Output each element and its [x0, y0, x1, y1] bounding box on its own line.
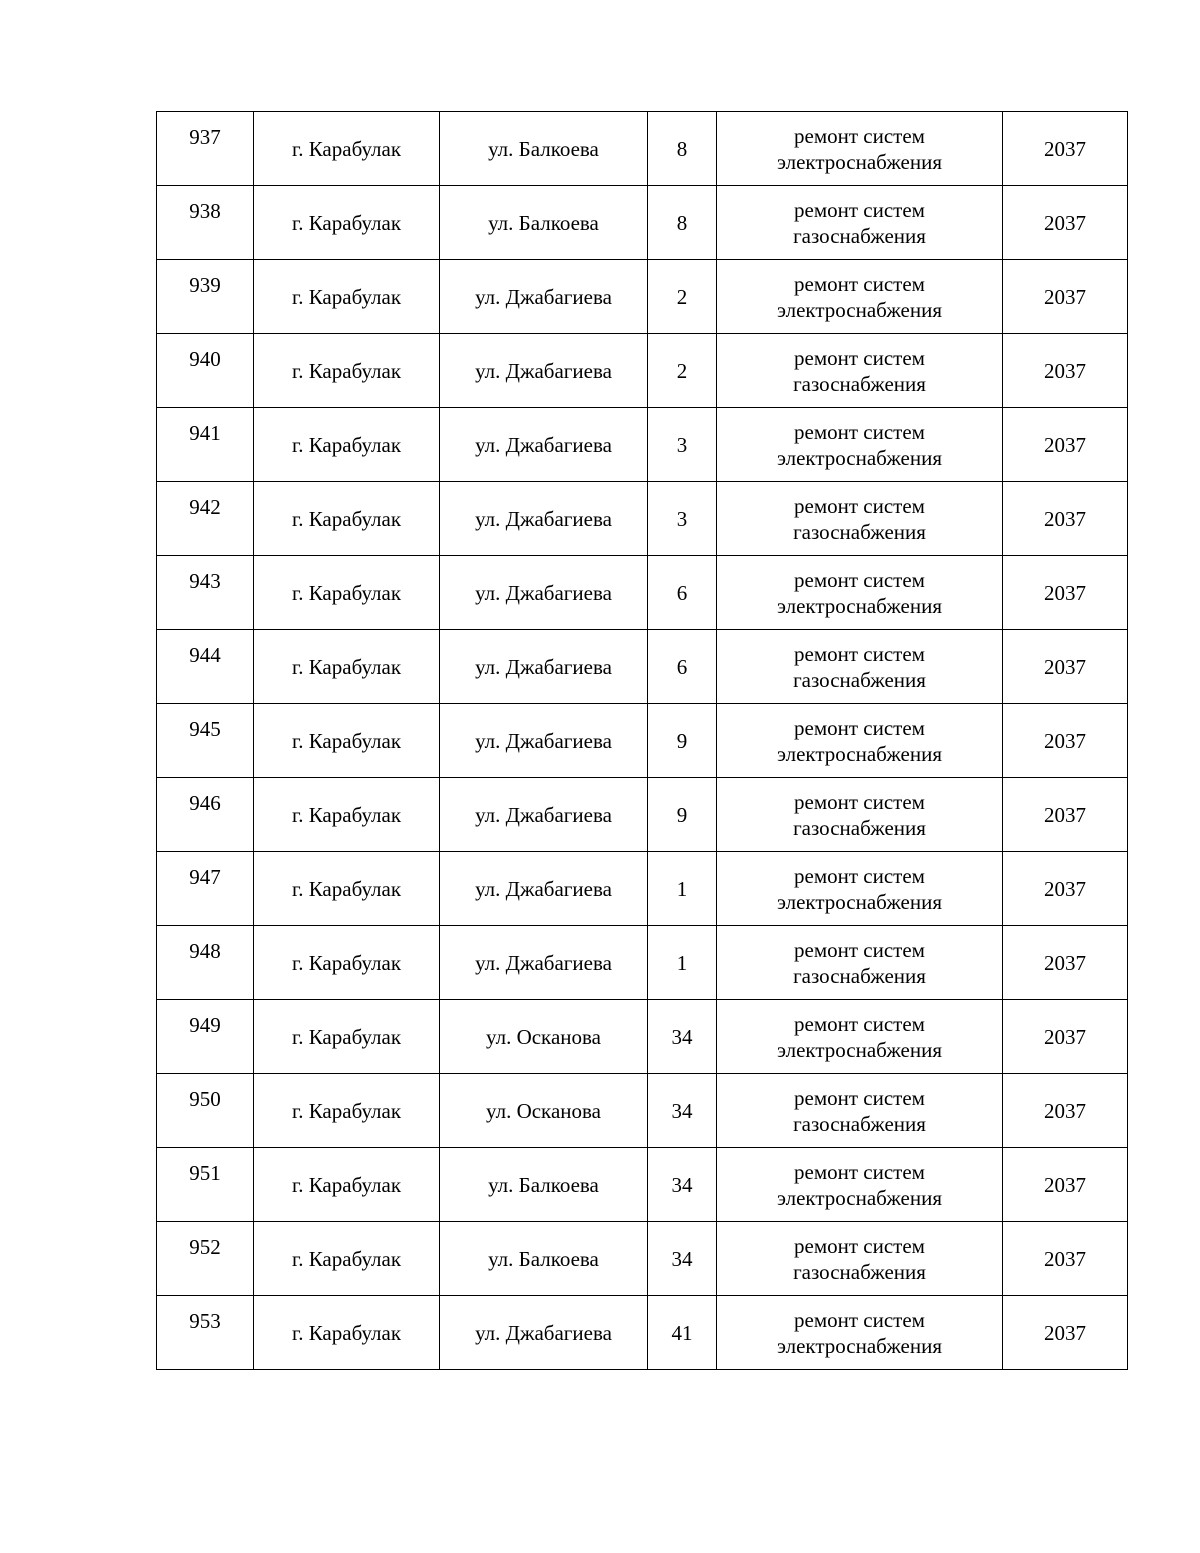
city-cell: г. Карабулак [254, 482, 440, 556]
work-type-line-2: электроснабжения [776, 297, 943, 322]
work-type-line-2: электроснабжения [776, 1037, 943, 1062]
table-body [157, 112, 1128, 1370]
year-cell: 2037 [1003, 112, 1128, 186]
year-cell: 2037 [1003, 1222, 1128, 1296]
row-number-cell: 939 [157, 260, 254, 334]
row-number-cell: 942 [157, 482, 254, 556]
work-type-line-1: ремонт систем [794, 1011, 925, 1036]
work-type-line-2: газоснабжения [793, 371, 926, 396]
work-type-line-1: ремонт систем [794, 1307, 925, 1332]
street-cell: ул. Джабагиева [440, 482, 648, 556]
street-cell: ул. Джабагиева [440, 260, 648, 334]
year-cell: 2037 [1003, 408, 1128, 482]
street-cell: ул. Осканова [440, 1074, 648, 1148]
year-cell: 2037 [1003, 1148, 1128, 1222]
street-cell: ул. Джабагиева [440, 1296, 648, 1370]
house-number-cell: 9 [648, 704, 717, 778]
house-number-cell: 2 [648, 334, 717, 408]
table-row [157, 334, 1128, 408]
row-number-cell: 937 [157, 112, 254, 186]
street-cell: ул. Джабагиева [440, 630, 648, 704]
row-number-cell: 948 [157, 926, 254, 1000]
work-type-line-1: ремонт систем [794, 567, 925, 592]
city-cell: г. Карабулак [254, 1296, 440, 1370]
work-type-cell [717, 408, 1003, 482]
work-type-line-1: ремонт систем [794, 271, 925, 296]
work-type-cell [717, 482, 1003, 556]
work-type-cell [717, 1148, 1003, 1222]
work-type-line-1: ремонт систем [794, 493, 925, 518]
work-type-line-2: газоснабжения [793, 667, 926, 692]
house-number-cell: 2 [648, 260, 717, 334]
house-number-cell: 1 [648, 926, 717, 1000]
house-number-cell: 3 [648, 408, 717, 482]
year-cell: 2037 [1003, 630, 1128, 704]
table-row [157, 1000, 1128, 1074]
street-cell: ул. Джабагиева [440, 408, 648, 482]
row-number-cell: 940 [157, 334, 254, 408]
year-cell: 2037 [1003, 334, 1128, 408]
street-cell: ул. Осканова [440, 1000, 648, 1074]
street-cell: ул. Джабагиева [440, 778, 648, 852]
street-cell: ул. Джабагиева [440, 556, 648, 630]
work-type-line-1: ремонт систем [794, 345, 925, 370]
table-row [157, 1296, 1128, 1370]
work-type-line-2: газоснабжения [793, 815, 926, 840]
work-type-cell [717, 852, 1003, 926]
work-type-line-1: ремонт систем [794, 197, 925, 222]
work-type-line-2: электроснабжения [776, 889, 943, 914]
house-number-cell: 34 [648, 1000, 717, 1074]
table-row [157, 852, 1128, 926]
table-row [157, 1148, 1128, 1222]
city-cell: г. Карабулак [254, 1074, 440, 1148]
house-number-cell: 9 [648, 778, 717, 852]
street-cell: ул. Джабагиева [440, 704, 648, 778]
work-type-line-1: ремонт систем [794, 1233, 925, 1258]
house-number-cell: 34 [648, 1222, 717, 1296]
city-cell: г. Карабулак [254, 704, 440, 778]
year-cell: 2037 [1003, 704, 1128, 778]
street-cell: ул. Джабагиева [440, 334, 648, 408]
city-cell: г. Карабулак [254, 1148, 440, 1222]
work-type-line-1: ремонт систем [794, 1085, 925, 1110]
work-type-cell [717, 1222, 1003, 1296]
work-type-line-2: электроснабжения [776, 1185, 943, 1210]
work-type-line-1: ремонт систем [794, 937, 925, 962]
row-number-cell: 946 [157, 778, 254, 852]
table-row [157, 408, 1128, 482]
repair-schedule-table [156, 111, 1128, 1370]
work-type-line-1: ремонт систем [794, 1159, 925, 1184]
street-cell: ул. Балкоева [440, 112, 648, 186]
city-cell: г. Карабулак [254, 334, 440, 408]
table-row [157, 556, 1128, 630]
table-row [157, 778, 1128, 852]
table-row [157, 186, 1128, 260]
city-cell: г. Карабулак [254, 1222, 440, 1296]
row-number-cell: 943 [157, 556, 254, 630]
year-cell: 2037 [1003, 186, 1128, 260]
street-cell: ул. Балкоева [440, 1148, 648, 1222]
row-number-cell: 938 [157, 186, 254, 260]
city-cell: г. Карабулак [254, 186, 440, 260]
table-row [157, 630, 1128, 704]
work-type-cell [717, 704, 1003, 778]
table-row [157, 704, 1128, 778]
year-cell: 2037 [1003, 556, 1128, 630]
street-cell: ул. Балкоева [440, 1222, 648, 1296]
house-number-cell: 3 [648, 482, 717, 556]
year-cell: 2037 [1003, 1296, 1128, 1370]
year-cell: 2037 [1003, 778, 1128, 852]
year-cell: 2037 [1003, 260, 1128, 334]
house-number-cell: 8 [648, 186, 717, 260]
work-type-line-2: газоснабжения [793, 1259, 926, 1284]
city-cell: г. Карабулак [254, 112, 440, 186]
work-type-cell [717, 1000, 1003, 1074]
row-number-cell: 950 [157, 1074, 254, 1148]
work-type-line-2: электроснабжения [776, 445, 943, 470]
city-cell: г. Карабулак [254, 260, 440, 334]
table-row [157, 260, 1128, 334]
work-type-cell [717, 778, 1003, 852]
row-number-cell: 951 [157, 1148, 254, 1222]
work-type-line-1: ремонт систем [794, 863, 925, 888]
work-type-line-2: газоснабжения [793, 1111, 926, 1136]
work-type-cell [717, 260, 1003, 334]
work-type-cell [717, 556, 1003, 630]
row-number-cell: 953 [157, 1296, 254, 1370]
work-type-cell [717, 630, 1003, 704]
row-number-cell: 952 [157, 1222, 254, 1296]
city-cell: г. Карабулак [254, 408, 440, 482]
work-type-line-1: ремонт систем [794, 715, 925, 740]
work-type-line-2: электроснабжения [776, 593, 943, 618]
work-type-line-2: электроснабжения [776, 1333, 943, 1358]
work-type-line-2: газоснабжения [793, 963, 926, 988]
work-type-cell [717, 1296, 1003, 1370]
city-cell: г. Карабулак [254, 778, 440, 852]
year-cell: 2037 [1003, 1000, 1128, 1074]
city-cell: г. Карабулак [254, 926, 440, 1000]
work-type-line-2: электроснабжения [776, 149, 943, 174]
work-type-line-1: ремонт систем [794, 789, 925, 814]
work-type-line-2: электроснабжения [776, 741, 943, 766]
work-type-cell [717, 334, 1003, 408]
house-number-cell: 6 [648, 630, 717, 704]
street-cell: ул. Балкоева [440, 186, 648, 260]
house-number-cell: 34 [648, 1074, 717, 1148]
city-cell: г. Карабулак [254, 630, 440, 704]
city-cell: г. Карабулак [254, 556, 440, 630]
work-type-cell [717, 186, 1003, 260]
house-number-cell: 6 [648, 556, 717, 630]
city-cell: г. Карабулак [254, 852, 440, 926]
row-number-cell: 941 [157, 408, 254, 482]
house-number-cell: 8 [648, 112, 717, 186]
work-type-line-1: ремонт систем [794, 419, 925, 444]
work-type-cell [717, 112, 1003, 186]
work-type-cell [717, 1074, 1003, 1148]
year-cell: 2037 [1003, 852, 1128, 926]
row-number-cell: 947 [157, 852, 254, 926]
work-type-line-1: ремонт систем [794, 123, 925, 148]
row-number-cell: 945 [157, 704, 254, 778]
work-type-line-2: газоснабжения [793, 223, 926, 248]
table-row [157, 1074, 1128, 1148]
work-type-line-2: газоснабжения [793, 519, 926, 544]
house-number-cell: 34 [648, 1148, 717, 1222]
table-row [157, 112, 1128, 186]
work-type-cell [717, 926, 1003, 1000]
year-cell: 2037 [1003, 1074, 1128, 1148]
work-type-line-1: ремонт систем [794, 641, 925, 666]
city-cell: г. Карабулак [254, 1000, 440, 1074]
row-number-cell: 949 [157, 1000, 254, 1074]
year-cell: 2037 [1003, 926, 1128, 1000]
house-number-cell: 1 [648, 852, 717, 926]
table-row [157, 482, 1128, 556]
row-number-cell: 944 [157, 630, 254, 704]
street-cell: ул. Джабагиева [440, 926, 648, 1000]
house-number-cell: 41 [648, 1296, 717, 1370]
table-row [157, 926, 1128, 1000]
street-cell: ул. Джабагиева [440, 852, 648, 926]
table-row [157, 1222, 1128, 1296]
year-cell: 2037 [1003, 482, 1128, 556]
